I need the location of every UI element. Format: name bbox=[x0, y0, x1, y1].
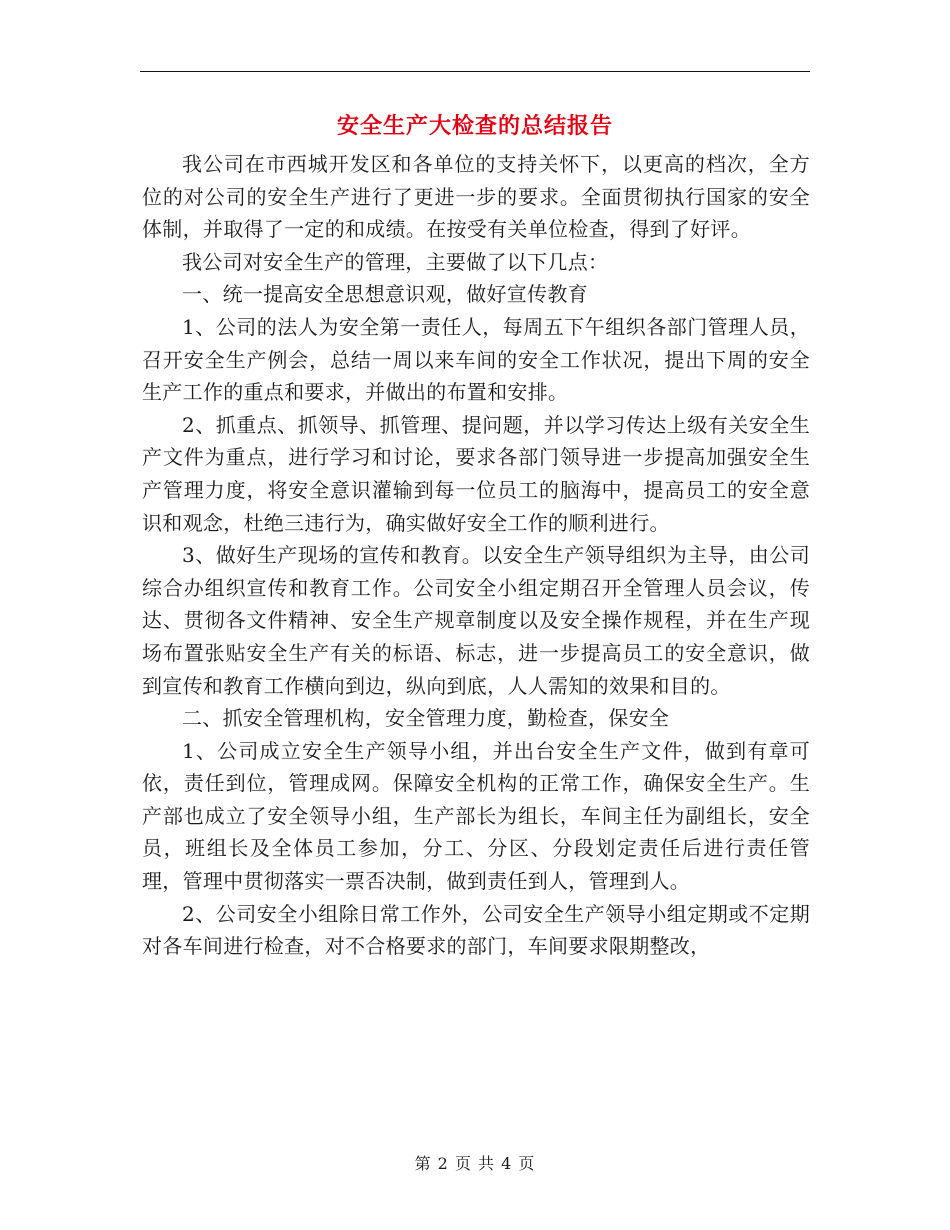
document-body bbox=[142, 148, 810, 963]
section-heading-2: 二、抓安全管理机构，安全管理力度，勤检查，保安全 bbox=[182, 706, 670, 731]
paragraph-item-2-1: 1、公司成立安全生产领导小组，并出台安全生产文件，做到有章可依，责任到位，管理成网。保障安全机构的正常工作，确保安全生产。生产部也成立了安全领导小组，生产部长为组长，车间主任为副组长，安全员，班组长及全体员工参加，分工、分区、分段划定责任后进行责任管理，管理中贯彻落实一票否决制，做到责任到人，管理到人。 bbox=[142, 738, 810, 894]
paragraph-item-1-2: 2、抓重点、抓领导、抓管理、提问题，并以学习传达上级有关安全生产文件为重点，进行学习和讨论，要求各部门领导进一步提高加强安全生产管理力度，将安全意识灌输到每一位员工的脑海中，提高员工的安全意识和观念，杜绝三违行为，确实做好安全工作的顺利进行。 bbox=[142, 412, 810, 535]
paragraph-summary-lead: 我公司对安全生产的管理，主要做了以下几点： bbox=[182, 249, 609, 274]
page-number-footer: 第 2 页 共 4 页 bbox=[414, 1154, 536, 1173]
header-rule bbox=[140, 71, 810, 72]
paragraph-item-1-1: 1、公司的法人为安全第一责任人，每周五下午组织各部门管理人员，召开安全生产例会，总结一周以来车间的安全工作状况，提出下周的安全生产工作的重点和要求，并做出的布置和安排。 bbox=[142, 314, 810, 405]
document-title: 安全生产大检查的总结报告 bbox=[336, 113, 613, 139]
paragraph-intro: 我公司在市西城开发区和各单位的支持关怀下，以更高的档次，全方位的对公司的安全生产进行了更进一步的要求。全面贯彻执行国家的安全体制，并取得了一定的和成绩。在按受有关单位检查，得到了好评。 bbox=[142, 152, 810, 242]
paragraph-item-2-2: 2、公司安全小组除日常工作外，公司安全生产领导小组定期或不定期对各车间进行检查，对不合格要求的部门，车间要求限期整改， bbox=[142, 901, 810, 959]
paragraph-item-1-3: 3、做好生产现场的宣传和教育。以安全生产领导组织为主导，由公司综合办组织宣传和教育工作。公司安全小组定期召开全管理人员会议，传达、贯彻各文件精神、安全生产规章制度以及安全操作规程，并在生产现场布置张贴安全生产有关的标语、标志，进一步提高员工的安全意识，做到宣传和教育工作横向到边，纵向到底，人人需知的效果和目的。 bbox=[142, 543, 810, 698]
section-heading-1: 一、统一提高安全思想意识观，做好宣传教育 bbox=[182, 282, 588, 307]
